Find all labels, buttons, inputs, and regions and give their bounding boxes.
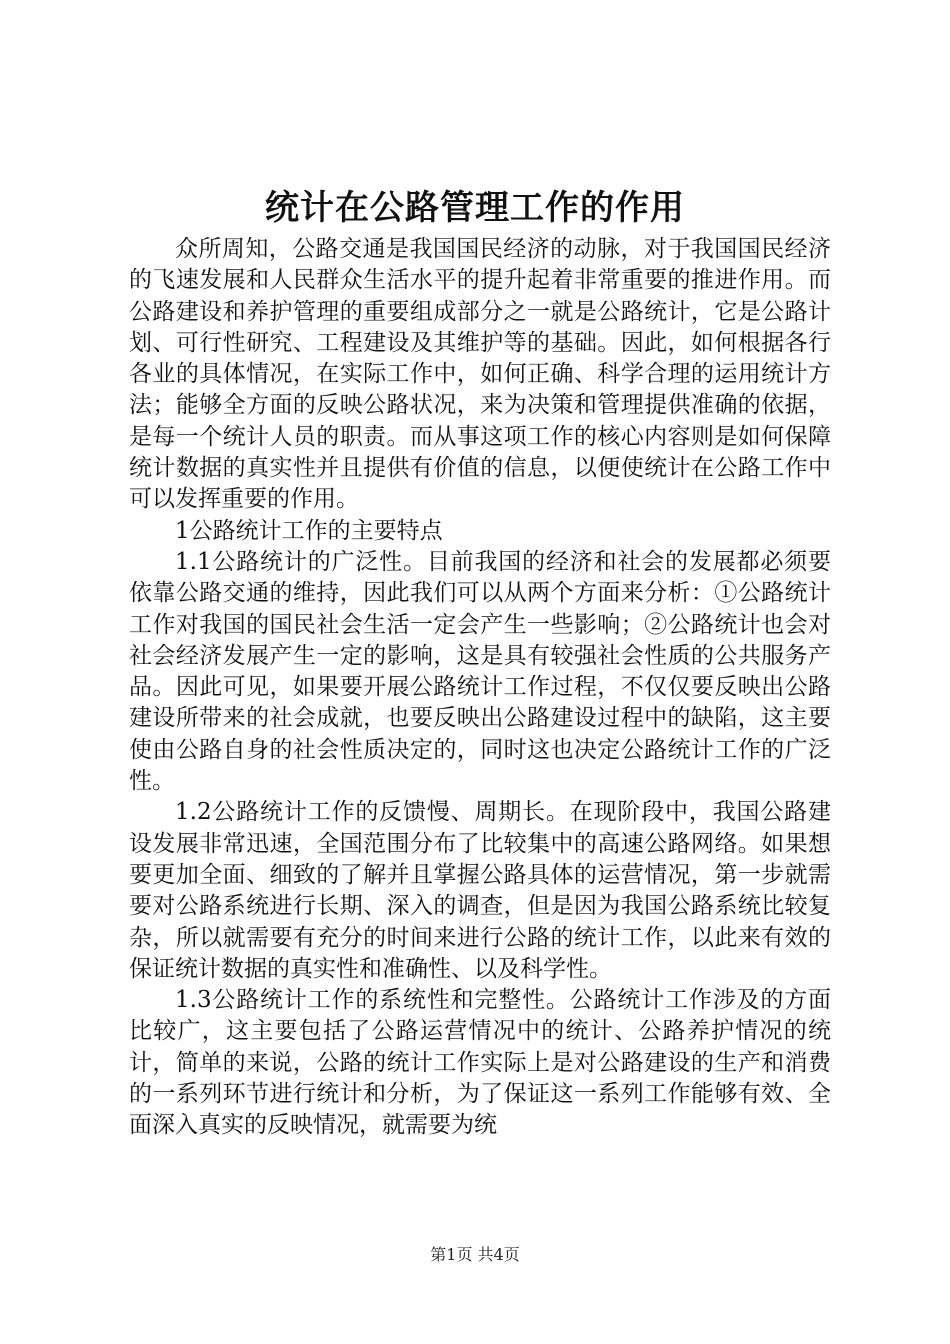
- page-footer: 第1页 共4页: [430, 1245, 520, 1264]
- document-body: [129, 234, 831, 1142]
- section-1-2-paragraph: 1.2公路统计工作的反馈慢、周期长。在现阶段中，我国公路建设发展非常迅速，全国范围分布了比较集中的高速公路网络。如果想要更加全面、细致的了解并且掌握公路具体的运营情况，第一步就需要对公路系统进行长期、深入的调查，但是因为我国公路系统比较复杂，所以就需要有充分的时间来进行公路的统计工作，以此来有效的保证统计数据的真实性和准确性、以及科学性。: [129, 799, 831, 982]
- intro-paragraph: 众所周知，公路交通是我国国民经济的动脉，对于我国国民经济的飞速发展和人民群众生活水平的提升起着非常重要的推进作用。而公路建设和养护管理的重要组成部分之一就是公路统计，它是公路计划、可行性研究、工程建设及其维护等的基础。因此，如何根据各行各业的具体情况，在实际工作中，如何正确、科学合理的运用统计方法；能够全方面的反映公路状况，来为决策和管理提供准确的依据，是每一个统计人员的职责。而从事这项工作的核心内容则是如何保障统计数据的真实性并且提供有价值的信息，以便使统计在公路工作中可以发挥重要的作用。: [129, 236, 831, 513]
- document-title: 统计在公路管理工作的作用: [265, 188, 685, 228]
- section-1-3-paragraph: 1.3公路统计工作的系统性和完整性。公路统计工作涉及的方面比较广，这主要包括了公路运营情况中的统计、公路养护情况的统计，简单的来说，公路的统计工作实际上是对公路建设的生产和消费的一系列环节进行统计和分析，为了保证这一系列工作能够有效、全面深入真实的反映情况，就需要为统: [129, 987, 831, 1139]
- section-1-1-paragraph: 1.1公路统计的广泛性。目前我国的经济和社会的发展都必须要依靠公路交通的维持，因此我们可以从两个方面来分析：①公路统计工作对我国的国民社会生活一定会产生一些影响；②公路统计也会对社会经济发展产生一定的影响，这是具有较强社会性质的公共服务产品。因此可见，如果要开展公路统计工作过程，不仅仅要反映出公路建设所带来的社会成就，也要反映出公路建设过程中的缺陷，这主要使由公路自身的社会性质决定的，同时这也决定公路统计工作的广泛性。: [129, 548, 831, 795]
- section-heading-1: 1公路统计工作的主要特点: [175, 517, 443, 544]
